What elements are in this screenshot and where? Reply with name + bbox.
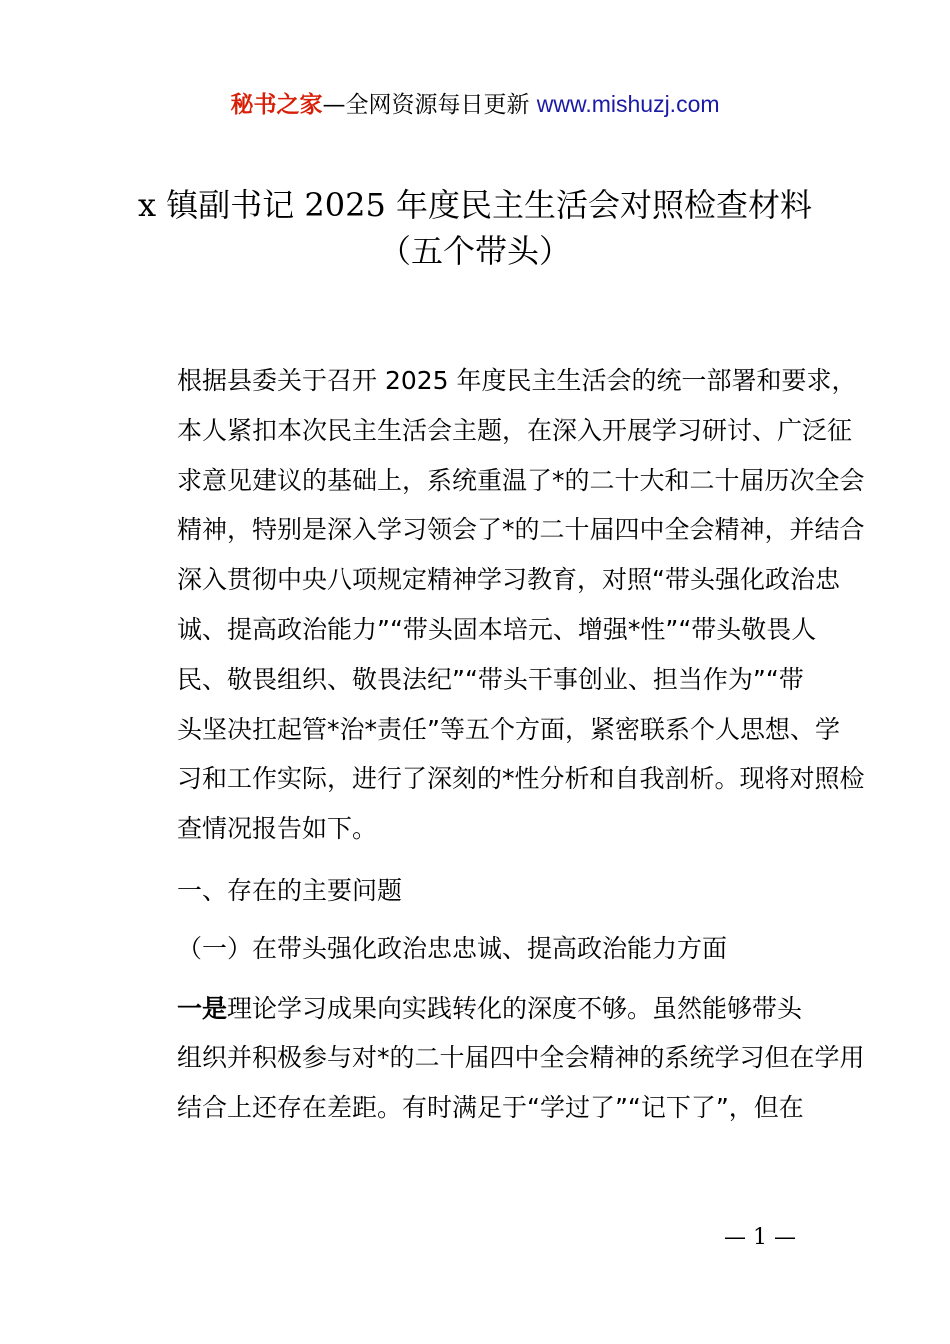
intro-line: 习和工作实际，进行了深刻的*性分析和自我剖析。现将对照检 [177,764,865,794]
intro-line: 民、敬畏组织、敬畏法纪”“带头干事创业、担当作为”“带 [177,664,804,694]
document-body [127,356,865,1133]
site-banner [0,86,950,123]
section-heading: 一、存在的主要问题 [177,875,403,905]
point-line [127,984,835,1034]
title-line-2: （五个带头） [378,232,571,270]
banner-tagline: —全网资源每日更新 [322,92,530,118]
document-title [60,182,890,274]
brand-name: 秘书之家 [230,92,323,118]
intro-line: 精神，特别是深入学习领会了*的二十届四中全会精神，并结合 [177,515,865,545]
intro-line: 求意见建议的基础上，系统重温了*的二十大和二十届历次全会 [177,465,865,495]
point-paragraph [127,984,865,1133]
intro-line: 深入贯彻中央八项规定精神学习教育，对照“带头强化政治忠 [177,565,840,595]
point-line: 组织并积极参与对*的二十届四中全会精神的系统学习但在学用 [177,1043,865,1073]
site-url-link[interactable]: www.mishuzj.com [536,91,720,117]
title-line-1: x 镇副书记 2025 年度民主生活会对照检查材料 [137,186,812,224]
intro-line: 查情况报告如下。 [177,814,378,844]
point-line: 结合上还存在差距。有时满足于“学过了”“记下了”，但在 [177,1093,804,1123]
subsection-heading: （一）在带头强化政治忠忠诚、提高政治能力方面 [177,933,728,963]
intro-paragraph [127,356,865,854]
page-number: — 1 — [724,1225,796,1250]
point-text: 理论学习成果向实践转化的深度不够。虽然能够带头 [227,993,803,1023]
intro-line: 本人紧扣本次民主生活会主题，在深入开展学习研讨、广泛征 [177,415,853,445]
point-lead: 一是 [177,993,228,1023]
intro-line: 诚、提高政治能力”“带头固本培元、增强*性”“带头敬畏人 [177,614,817,644]
intro-line: 头坚决扛起管*治*责任”等五个方面，紧密联系个人思想、学 [177,714,840,744]
intro-line: 根据县委关于召开 2025 年度民主生活会的统一部署和要求， [177,366,857,395]
